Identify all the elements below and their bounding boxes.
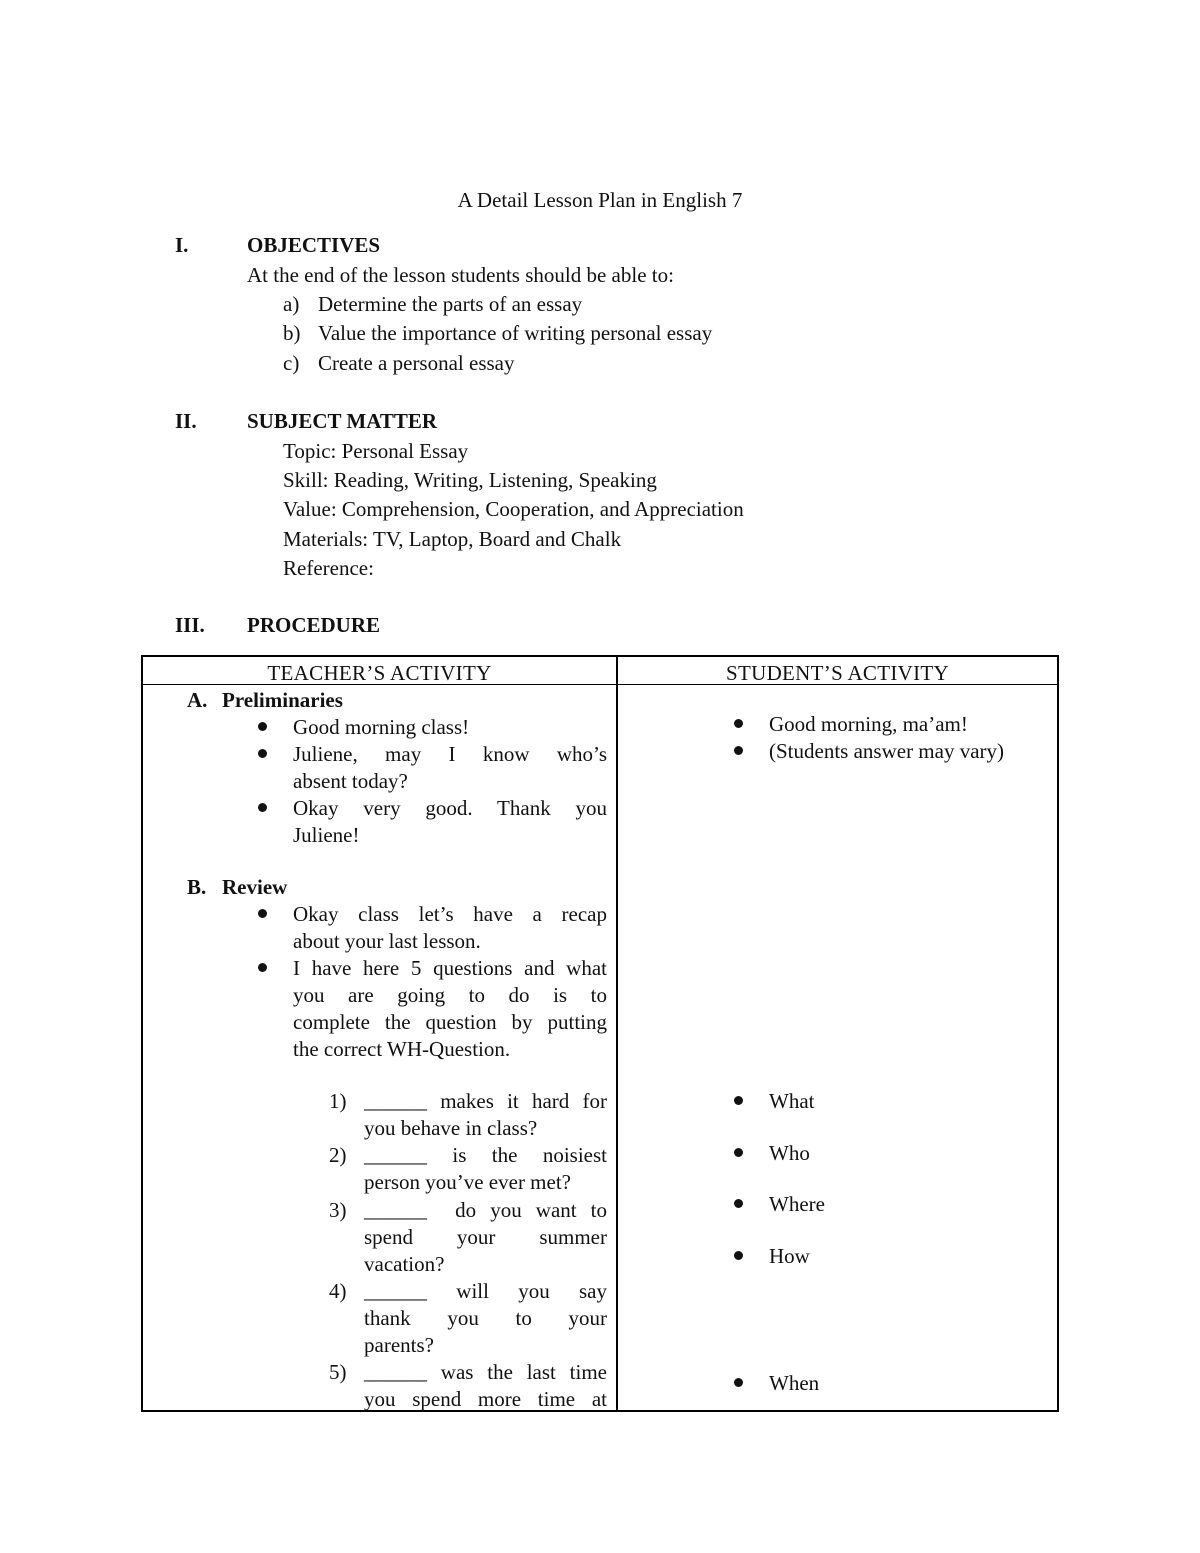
table-border-left — [141, 655, 143, 1412]
question-line: spend your summer — [364, 1225, 607, 1249]
bullet-icon — [734, 1378, 743, 1387]
student-line: (Students answer may vary) — [769, 739, 1005, 763]
teacher-line: the correct WH-Question. — [293, 1037, 511, 1061]
objective-item: Create a personal essay — [318, 351, 515, 375]
bullet-icon — [258, 803, 267, 812]
section-number-subject-matter: II. — [175, 409, 197, 433]
subject-skill: Skill: Reading, Writing, Listening, Speaking — [283, 468, 657, 492]
question-line: ______ will you say — [364, 1279, 607, 1303]
preliminaries-label: A. — [187, 688, 208, 712]
bullet-icon — [258, 909, 267, 918]
question-line: ______ do you want to — [364, 1198, 607, 1222]
question-number: 4) — [329, 1279, 347, 1303]
subject-materials: Materials: TV, Laptop, Board and Chalk — [283, 527, 622, 551]
subject-topic: Topic: Personal Essay — [283, 439, 469, 463]
question-line: you spend more time at — [364, 1387, 607, 1411]
teacher-line: Good morning class! — [293, 715, 470, 739]
question-line: ______ is the noisiest — [364, 1143, 607, 1167]
bullet-icon — [734, 1199, 743, 1208]
teacher-activity-header: TEACHER’S ACTIVITY — [267, 661, 492, 685]
objective-letter: c) — [283, 351, 300, 375]
question-number: 2) — [329, 1143, 347, 1167]
question-line: parents? — [364, 1333, 434, 1357]
objective-letter: b) — [283, 321, 301, 345]
question-line: you behave in class? — [364, 1116, 538, 1140]
student-activity-header: STUDENT’S ACTIVITY — [726, 661, 949, 685]
answer-item: When — [769, 1371, 820, 1395]
table-border-right — [1057, 655, 1059, 1412]
section-heading-procedure: PROCEDURE — [247, 613, 381, 637]
preliminaries-title: Preliminaries — [222, 688, 343, 712]
question-number: 5) — [329, 1360, 347, 1384]
question-line: vacation? — [364, 1252, 445, 1276]
question-number: 3) — [329, 1198, 347, 1222]
question-line: thank you to your — [364, 1306, 607, 1330]
objectives-intro: At the end of the lesson students should be able to: — [247, 263, 674, 287]
table-border-top — [141, 655, 1059, 657]
answer-item: What — [769, 1089, 815, 1113]
teacher-line: complete the question by putting — [293, 1010, 607, 1034]
answer-item: How — [769, 1244, 810, 1268]
answer-item: Who — [769, 1141, 810, 1165]
student-line: Good morning, ma’am! — [769, 712, 968, 736]
teacher-line: I have here 5 questions and what — [293, 956, 607, 980]
review-label: B. — [187, 875, 207, 899]
document-title: A Detail Lesson Plan in English 7 — [457, 188, 743, 212]
bullet-icon — [734, 1251, 743, 1260]
teacher-line: Okay class let’s have a recap — [293, 902, 607, 926]
subject-value: Value: Comprehension, Cooperation, and Appreciation — [283, 497, 744, 521]
teacher-line: Juliene, may I know who’s — [293, 742, 607, 766]
bullet-icon — [258, 722, 267, 731]
question-number: 1) — [329, 1089, 347, 1113]
teacher-line: about your last lesson. — [293, 929, 481, 953]
bullet-icon — [258, 963, 267, 972]
question-line: ______ was the last time — [364, 1360, 607, 1384]
objective-item: Value the importance of writing personal essay — [318, 321, 713, 345]
objective-item: Determine the parts of an essay — [318, 292, 583, 316]
section-heading-objectives: OBJECTIVES — [247, 233, 381, 257]
bullet-icon — [734, 1096, 743, 1105]
bullet-icon — [734, 1148, 743, 1157]
section-number-procedure: III. — [175, 613, 205, 637]
review-title: Review — [222, 875, 288, 899]
table-column-divider — [616, 655, 618, 1412]
question-line: ______ makes it hard for — [364, 1089, 607, 1113]
section-number-objectives: I. — [175, 233, 189, 257]
answer-item: Where — [769, 1192, 825, 1216]
bullet-icon — [734, 746, 743, 755]
teacher-line: Okay very good. Thank you — [293, 796, 607, 820]
teacher-line: you are going to do is to — [293, 983, 607, 1007]
section-heading-subject-matter: SUBJECT MATTER — [247, 409, 438, 433]
bullet-icon — [734, 719, 743, 728]
question-line: person you’ve ever met? — [364, 1170, 571, 1194]
bullet-icon — [258, 749, 267, 758]
teacher-line: absent today? — [293, 769, 408, 793]
objective-letter: a) — [283, 292, 300, 316]
teacher-line: Juliene! — [293, 823, 360, 847]
subject-reference: Reference: — [283, 556, 374, 580]
